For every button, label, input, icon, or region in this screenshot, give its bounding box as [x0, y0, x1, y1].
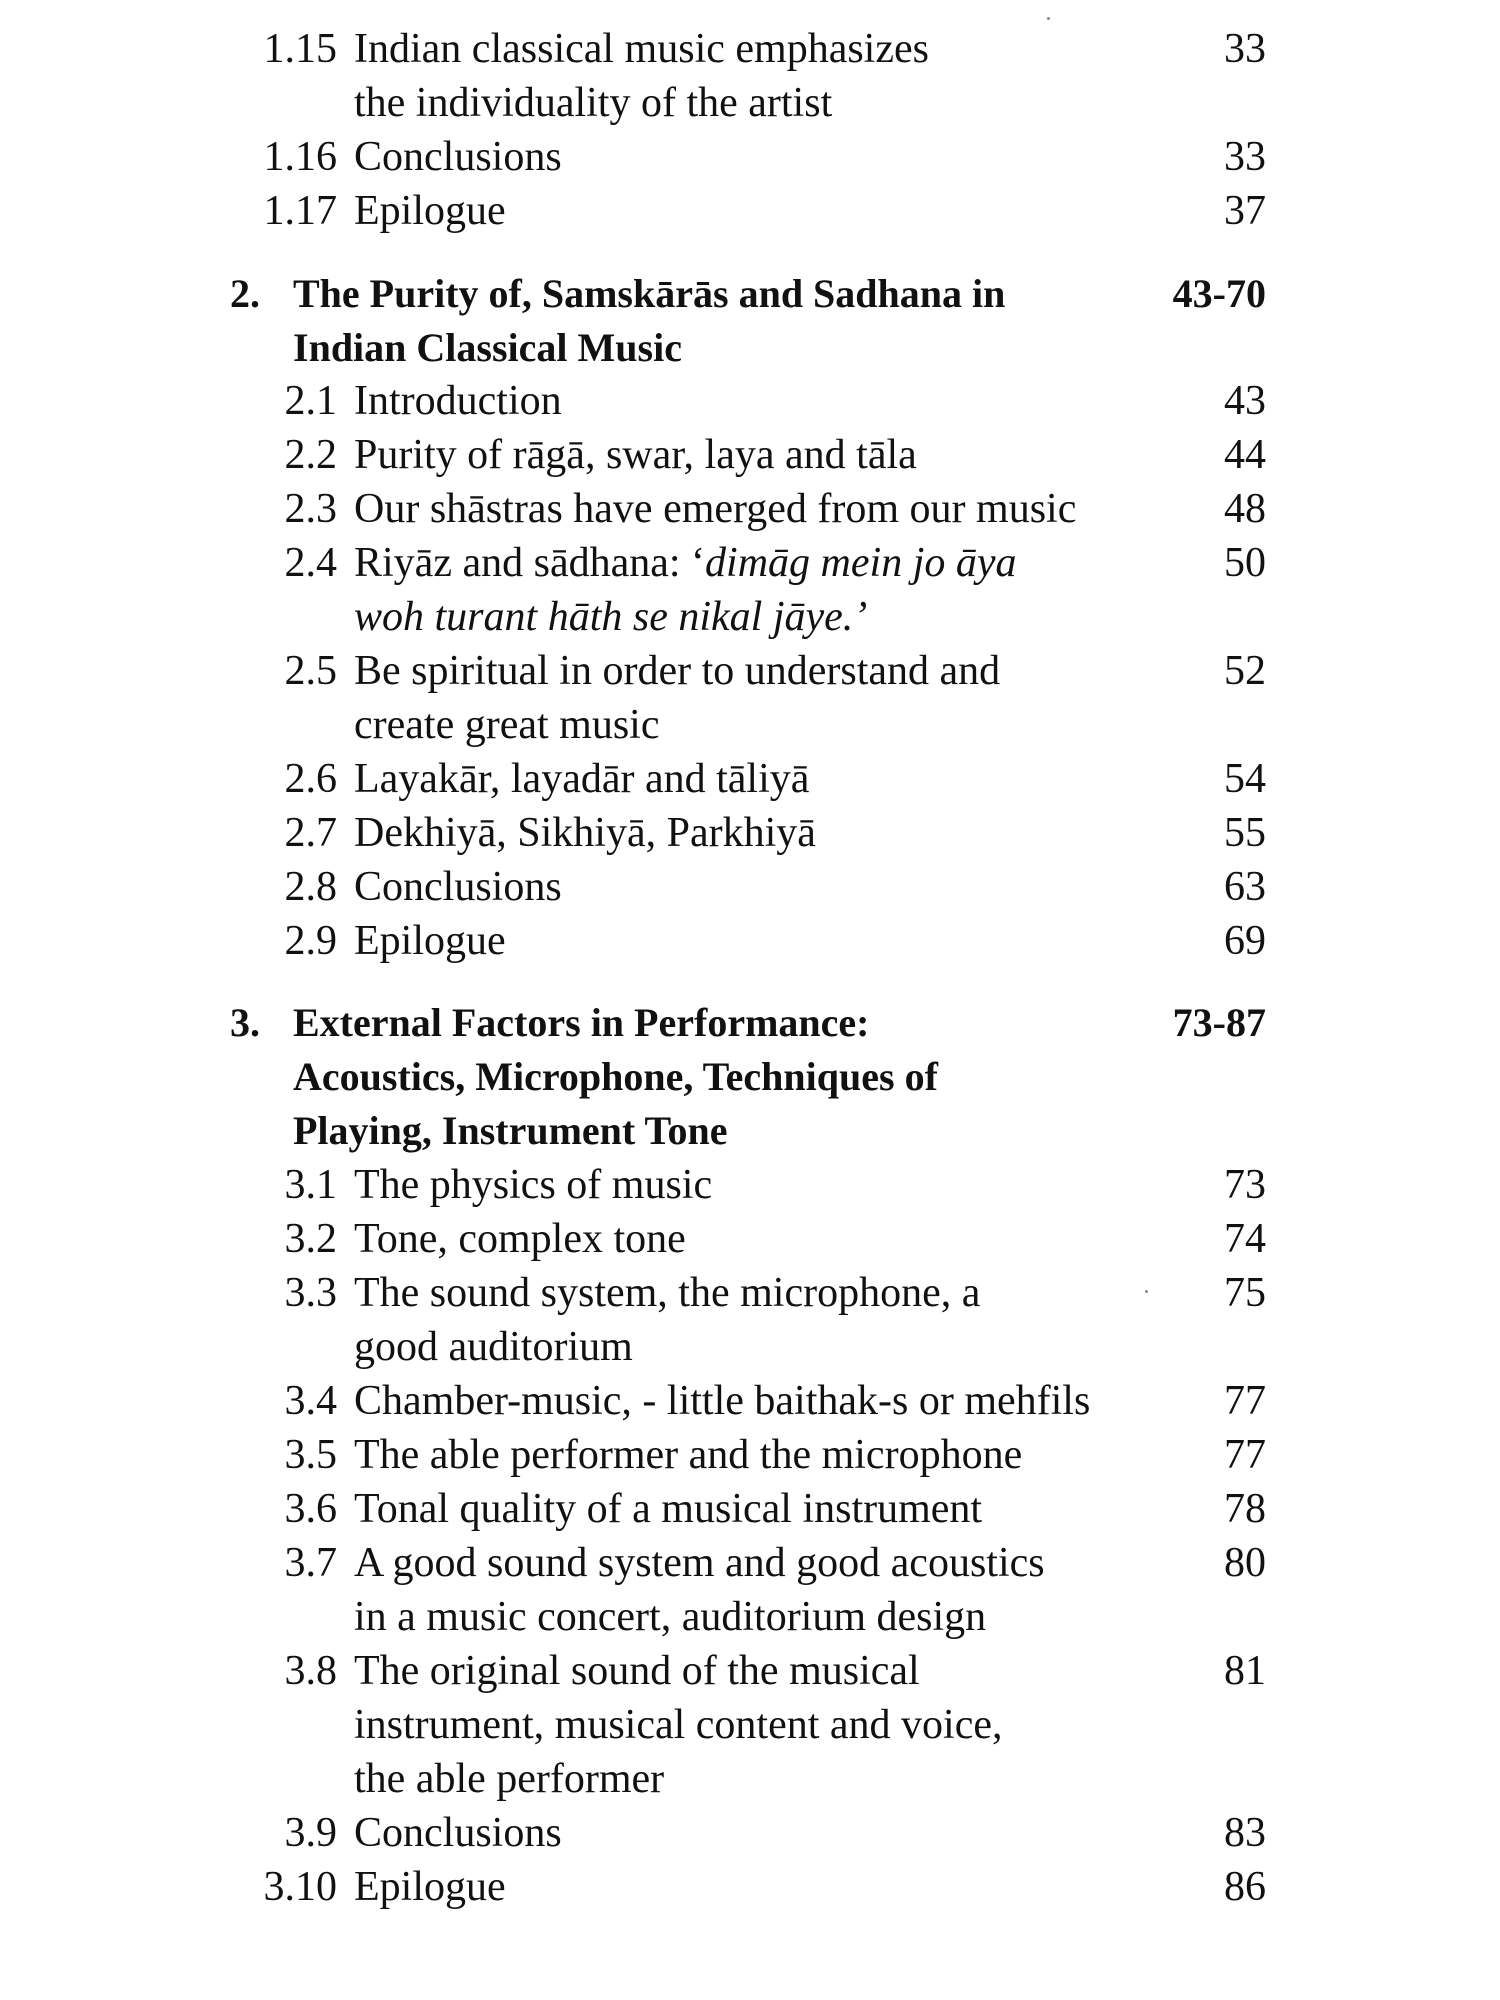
section-number: 2.5: [284, 648, 337, 694]
section-number: 1.16: [263, 134, 337, 180]
page-number: 54: [1224, 756, 1266, 802]
section-number: 1.15: [263, 26, 337, 72]
section-title: Purity of rāgā, swar, laya and tāla: [354, 432, 917, 478]
section-title: The sound system, the microphone, a good auditorium: [354, 1270, 981, 1370]
section-title: Layakār, layadār and tāliyā: [354, 756, 810, 802]
section-number: 2.4: [284, 540, 337, 586]
section-title: Epilogue: [354, 1864, 506, 1910]
page-number: 48: [1224, 486, 1266, 532]
section-number: 3.5: [284, 1432, 337, 1478]
page-number: 77: [1224, 1378, 1266, 1424]
section-number: 3.9: [284, 1810, 337, 1856]
section-number: 3.1: [284, 1162, 337, 1208]
page-number: 77: [1224, 1432, 1266, 1478]
section-title: A good sound system and good acoustics in a music concert, auditorium design: [354, 1540, 1045, 1640]
section-title: Tonal quality of a musical instrument: [354, 1486, 983, 1532]
chapter-title: The Purity of, Samskārās and Sadhana in Indian Classical Music: [293, 271, 1006, 370]
scan-speck: [1047, 17, 1050, 20]
page-number: 75: [1224, 1270, 1266, 1316]
page-number: 83: [1224, 1810, 1266, 1856]
page-number: 33: [1224, 26, 1266, 72]
page-number: 74: [1224, 1216, 1266, 1262]
section-title: Riyāz and sādhana: ‘dimāg mein jo āya woh turant hāth se nikal jāye.’: [354, 540, 1017, 640]
page-range: 73-87: [1172, 1000, 1266, 1045]
section-number: 3.4: [284, 1378, 337, 1424]
section-title: Introduction: [354, 378, 562, 424]
section-title: Conclusions: [354, 134, 562, 180]
section-number: 3.8: [284, 1648, 337, 1694]
page-number: 52: [1224, 648, 1266, 694]
section-number: 2.1: [284, 378, 337, 424]
page-number: 69: [1224, 918, 1266, 964]
section-number: 2.6: [284, 756, 337, 802]
section-title: Conclusions: [354, 1810, 562, 1856]
page-range: 43-70: [1172, 271, 1266, 316]
section-title: The original sound of the musical instrument, musical content and voice, the able performer: [354, 1648, 1003, 1802]
section-number: 3.2: [284, 1216, 337, 1262]
page-number: 80: [1224, 1540, 1266, 1586]
section-number: 3.3: [284, 1270, 337, 1316]
page-number: 78: [1224, 1486, 1266, 1532]
page-number: 37: [1224, 188, 1266, 234]
page-number: 86: [1224, 1864, 1266, 1910]
section-number: 3.7: [284, 1540, 337, 1586]
section-number: 2.8: [284, 864, 337, 910]
page-number: 73: [1224, 1162, 1266, 1208]
chapter-number: 3.: [230, 1000, 260, 1045]
section-title: The physics of music: [354, 1162, 713, 1208]
section-title: Dekhiyā, Sikhiyā, Parkhiyā: [354, 810, 816, 856]
page-number: 81: [1224, 1648, 1266, 1694]
chapter-title: External Factors in Performance: Acoustics, Microphone, Techniques of Playing, Instrument Tone: [293, 1000, 938, 1153]
section-title: Our shāstras have emerged from our music: [354, 486, 1077, 532]
page-number: 50: [1224, 540, 1266, 586]
section-number: 2.9: [284, 918, 337, 964]
section-number: 1.17: [263, 188, 337, 234]
section-title: Chamber-music, - little baithak-s or mehfils: [354, 1378, 1091, 1424]
section-title: The able performer and the microphone: [354, 1432, 1023, 1478]
section-number: 3.10: [263, 1864, 337, 1910]
chapter-number: 2.: [230, 271, 260, 316]
page-number: 55: [1224, 810, 1266, 856]
section-number: 2.3: [284, 486, 337, 532]
page-number: 33: [1224, 134, 1266, 180]
section-number: 3.6: [284, 1486, 337, 1532]
section-title: Conclusions: [354, 864, 562, 910]
section-title: Indian classical music emphasizes the individuality of the artist: [354, 26, 929, 126]
page-number: 63: [1224, 864, 1266, 910]
page-number: 43: [1224, 378, 1266, 424]
section-title: Tone, complex tone: [354, 1216, 686, 1262]
section-title: Be spiritual in order to understand and create great music: [354, 648, 1001, 748]
section-title: Epilogue: [354, 918, 506, 964]
scan-speck: [1145, 1290, 1148, 1293]
section-number: 2.7: [284, 810, 337, 856]
page-number: 44: [1224, 432, 1266, 478]
section-title: Epilogue: [354, 188, 506, 234]
section-number: 2.2: [284, 432, 337, 478]
